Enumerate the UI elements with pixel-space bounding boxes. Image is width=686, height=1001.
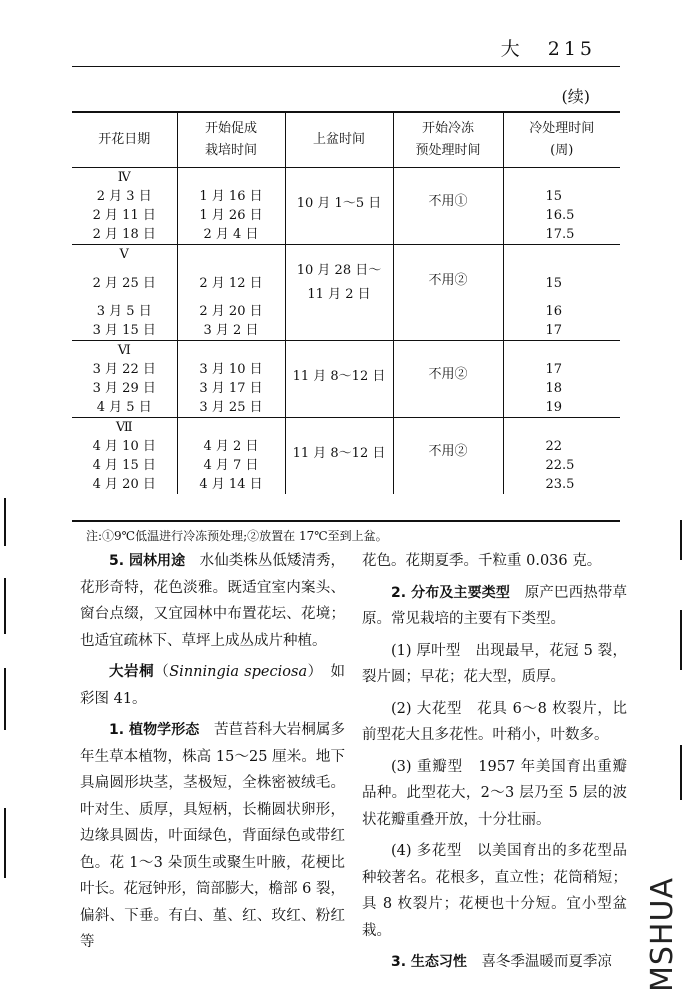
group-roman-label: Ⅶ (115, 420, 133, 435)
header-cold-weeks: 冷处理时间 (周) (503, 113, 620, 168)
potting-time-cell (285, 418, 393, 495)
left-text-column (80, 548, 345, 961)
flower-date-cell: 2 月 3 日 (96, 189, 152, 204)
flower-date-cell: 3 月 22 日 (92, 362, 156, 377)
cold-weeks-cell: 22 (503, 437, 620, 456)
table-footnote: 注:①9℃低温进行冷冻预处理;②放置在 17℃至到上盆。 (86, 529, 388, 543)
group-roman-label: Ⅳ (117, 170, 131, 185)
potting-time-cell (285, 341, 393, 418)
cold-pretreat-cell: 不用② (393, 418, 503, 495)
forcing-start-cell: 4 月 7 日 (177, 456, 285, 475)
paragraph-type-thickleaf: (1) 厚叶型 出现最早，花冠 5 裂，裂片圆；早花；花大型，质厚。 (362, 642, 627, 685)
forcing-start-cell: 4 月 14 日 (177, 475, 285, 494)
group-roman-label: Ⅵ (117, 343, 131, 358)
flower-date-cell: 2 月 25 日 (92, 275, 156, 291)
empty-cell (503, 168, 620, 188)
cold-weeks-cell: 17 (503, 321, 620, 341)
potting-time-text: 11 月 8～12 日 (292, 446, 386, 461)
table-group-label-row (72, 418, 620, 438)
empty-cell (177, 245, 285, 265)
forcing-start-cell: 4 月 2 日 (177, 437, 285, 456)
cold-weeks-cell: 15 (503, 187, 620, 206)
running-header (501, 34, 596, 61)
paragraph-garden-use: 5. 园林用途 水仙类株丛低矮清秀，花形奇特，花色淡雅。既适宜室内案头、窗台点缀，又宜园林中布置花坛、花境；也适宜疏林下、草坪上成丛成片种植。 (80, 553, 346, 649)
paragraph-type-double: (3) 重瓣型 1957 年美国育出重瓣品种。此型花大，2～3 层乃至 5 层的波状花瓣重叠开放，十分壮丽。 (362, 758, 628, 828)
table-group-label-row (72, 245, 620, 265)
paragraph-species-title: 大岩桐（Sinningia speciosa） 如彩图 41。 (80, 663, 346, 707)
flower-date-cell: 4 月 5 日 (72, 398, 177, 418)
paragraph-distribution: 2. 分布及主要类型 原产巴西热带草原。常见栽培的主要有下类型。 (362, 584, 628, 627)
forcing-start-cell: 3 月 25 日 (177, 398, 285, 418)
empty-cell (177, 168, 285, 188)
scan-edge-mark (4, 808, 6, 878)
cold-weeks-cell: 19 (503, 398, 620, 418)
header-forcing-start: 开始促成 栽培时间 (177, 113, 285, 168)
scan-edge-mark (680, 520, 682, 560)
forcing-start-cell: 1 月 26 日 (177, 206, 285, 225)
paragraph-type-bigflower: (2) 大花型 花具 6～8 枚裂片，比前型花大且多花性。叶稍小，叶数多。 (362, 700, 628, 743)
paragraph-continued: 花色。花期夏季。千粒重 0.036 克。 (362, 553, 602, 569)
header-cold-pretreat: 开始冷冻 预处理时间 (393, 113, 503, 168)
forcing-start-cell: 2 月 4 日 (177, 225, 285, 245)
scan-edge-mark (4, 578, 6, 634)
scan-edge-mark (4, 498, 6, 546)
forcing-start-cell: 3 月 2 日 (177, 321, 285, 341)
forcing-start-cell: 2 月 20 日 (177, 302, 285, 321)
empty-cell (177, 418, 285, 438)
flower-date-cell: 4 月 10 日 (92, 439, 156, 454)
potting-time-text: 10 月 28 日～ (296, 263, 382, 278)
table-bottom-rule (72, 520, 620, 522)
flower-date-cell: 4 月 20 日 (92, 477, 156, 492)
potting-time-text: 10 月 1～5 日 (296, 196, 382, 211)
table-group-label-row (72, 341, 620, 361)
flower-date-cell: 2 月 11 日 (92, 208, 156, 223)
watermark (642, 874, 682, 994)
scan-edge-mark (680, 610, 682, 670)
table-continued-label: (续) (561, 87, 590, 106)
cold-weeks-cell: 16 (503, 302, 620, 321)
table-group-label-row (72, 168, 620, 188)
cold-pretreat-cell: 不用② (393, 245, 503, 341)
cold-weeks-cell: 16.5 (503, 206, 620, 225)
watermark-text: MSHUA (645, 877, 680, 992)
flower-date-cell: 3 月 15 日 (72, 321, 177, 341)
cold-weeks-cell: 18 (503, 379, 620, 398)
flower-date-cell: 4 月 15 日 (92, 458, 156, 473)
forcing-schedule-table (72, 113, 620, 494)
paragraph-type-multiflower: (4) 多花型 以美国育出的多花型品种较著名。花根多，直立性；花筒稍短；具 8 枚裂片；花梗也十分短。宜小型盆栽。 (362, 843, 627, 939)
flower-date-cell: 3 月 5 日 (96, 304, 152, 319)
potting-time-cell (285, 245, 393, 341)
header-flower-date: 开花日期 (72, 113, 177, 168)
forcing-start-cell: 3 月 17 日 (177, 379, 285, 398)
forcing-start-cell: 3 月 10 日 (177, 360, 285, 379)
paragraph-ecology: 3. 生态习性 喜冬季温暖而夏季凉 (391, 954, 612, 970)
scan-edge-mark (4, 668, 6, 730)
flower-date-cell: 2 月 18 日 (72, 225, 177, 245)
cold-weeks-cell: 17.5 (503, 225, 620, 245)
forcing-start-cell: 1 月 16 日 (177, 187, 285, 206)
cold-weeks-cell: 22.5 (503, 456, 620, 475)
header-potting-time: 上盆时间 (285, 113, 393, 168)
page-number: 215 (547, 38, 596, 60)
empty-cell (177, 341, 285, 361)
group-roman-label: Ⅴ (119, 247, 129, 262)
potting-time-cell (285, 168, 393, 245)
cold-weeks-cell: 17 (503, 360, 620, 379)
cold-pretreat-cell: 不用① (393, 168, 503, 245)
cold-weeks-cell: 15 (503, 264, 620, 302)
forcing-start-cell: 2 月 12 日 (177, 264, 285, 302)
empty-cell (503, 245, 620, 265)
flower-date-cell: 3 月 29 日 (92, 381, 156, 396)
potting-time-text: 11 月 2 日 (307, 287, 371, 302)
header-title: 大 (500, 38, 524, 60)
cold-weeks-cell: 23.5 (503, 475, 620, 494)
table-header-row (72, 113, 620, 168)
paragraph-morphology: 1. 植物学形态 苦苣苔科大岩桐属多年生草本植物，株高 15～25 厘米。地下具扁圆形块茎，茎极短，全株密被绒毛。叶对生、质厚，具短柄，长椭圆状卵形，边缘具圆齿，叶面绿色，背面绿色或带红色。花 1～3 朵顶生或聚生叶腋，花梗比叶长。花冠钟形，筒部膨大，檐部 6 裂，偏斜、下垂。有白、堇、红、玫红、粉红等 (80, 722, 346, 950)
scan-edge-mark (680, 745, 682, 800)
cold-pretreat-cell: 不用② (393, 341, 503, 418)
potting-time-text: 11 月 8～12 日 (292, 369, 386, 384)
header-rule (72, 66, 620, 67)
right-text-column (362, 548, 627, 981)
empty-cell (503, 341, 620, 361)
empty-cell (503, 418, 620, 438)
